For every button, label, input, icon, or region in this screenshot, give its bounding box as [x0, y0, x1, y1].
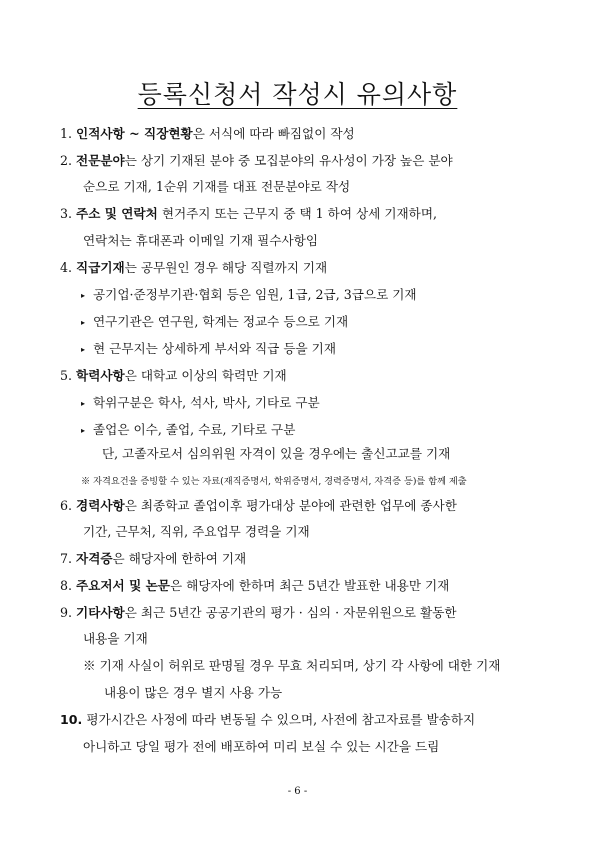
triangle-bullet-icon: ▸ — [81, 399, 86, 408]
triangle-bullet-icon: ▸ — [81, 345, 86, 354]
item-9-note-line-1: ※ 기재 사실이 허위로 판명될 경우 무효 처리되며, 상기 각 사항에 대한 기재 — [83, 658, 501, 673]
item-10-continuation: 아니하고 당일 평가 전에 배포하여 미리 보실 수 있는 시간을 드림 — [83, 739, 440, 754]
page-number: - 6 - — [287, 786, 308, 797]
item-5-note: ※ 자격요건을 증빙할 수 있는 자료(재직증명서, 학위증명서, 경력증명서, 자격증 등)를 함께 제출 — [81, 476, 467, 487]
item-3-continuation: 연락처는 휴대폰과 이메일 기재 필수사항임 — [83, 233, 318, 248]
item-4-sub-2: ▸ 연구기관은 연구원, 학계는 정교수 등으로 기재 — [81, 313, 348, 332]
item-7: 7. 자격증은 해당자에 한하여 기재 — [60, 551, 247, 566]
item-2-heading: 전문분야 — [76, 153, 125, 168]
item-5-sub-1: ▸ 학위구분은 학사, 석사, 박사, 기타로 구분 — [81, 394, 320, 413]
item-9-continuation: 내용을 기재 — [83, 631, 148, 646]
triangle-bullet-icon: ▸ — [81, 426, 86, 435]
item-4-heading: 직급기재 — [76, 260, 125, 275]
item-7-heading: 자격증 — [76, 551, 113, 566]
item-4-sub-3: ▸ 현 근무지는 상세하게 부서와 직급 등을 기재 — [81, 340, 336, 359]
item-4-sub-1: ▸ 공기업·준정부기관·협회 등은 임원, 1급, 2급, 3급으로 기재 — [81, 286, 417, 305]
item-8: 8. 주요저서 및 논문은 해당자에 한하며 최근 5년간 발표한 내용만 기재 — [60, 578, 450, 593]
item-5-heading: 학력사항 — [76, 368, 125, 383]
item-9: 9. 기타사항은 최근 5년간 공공기관의 평가 · 심의 · 자문위원으로 활동한 — [60, 605, 457, 620]
triangle-bullet-icon: ▸ — [81, 291, 86, 300]
item-6: 6. 경력사항은 최종학교 졸업이후 평가대상 분야에 관련한 업무에 종사한 — [60, 498, 457, 513]
page-title: 등록신청서 작성시 유의사항 — [137, 80, 458, 109]
item-5-sub-continuation: 단, 고졸자로서 심의위원 자격이 있을 경우에는 출신고교를 기재 — [102, 446, 451, 461]
item-8-heading: 주요저서 및 논문 — [76, 578, 170, 593]
item-5: 5. 학력사항은 대학교 이상의 학력만 기재 — [60, 368, 287, 383]
item-1-heading: 인적사항 ~ 직장현황 — [76, 126, 193, 141]
item-9-heading: 기타사항 — [76, 605, 125, 620]
item-9-note-line-2: 내용이 많은 경우 별지 사용 가능 — [104, 685, 283, 700]
item-3: 3. 주소 및 연락처 현거주지 또는 근무지 중 택 1 하여 상세 기재하며, — [60, 206, 438, 221]
item-2: 2. 전문분야는 상기 기재된 분야 중 모집분야의 유사성이 가장 높은 분야 — [60, 153, 453, 168]
item-6-continuation: 기간, 근무처, 직위, 주요업무 경력을 기재 — [83, 524, 310, 539]
triangle-bullet-icon: ▸ — [81, 318, 86, 327]
item-4: 4. 직급기재는 공무원인 경우 해당 직렬까지 기재 — [60, 260, 328, 275]
item-1: 1. 인적사항 ~ 직장현황은 서식에 따라 빠짐없이 작성 — [60, 126, 355, 141]
item-10: 10. 평가시간은 사정에 따라 변동될 수 있으며, 사전에 참고자료를 발송하지 — [60, 712, 476, 727]
item-2-continuation: 순으로 기재, 1순위 기재를 대표 전문분야로 작성 — [83, 179, 351, 194]
item-6-heading: 경력사항 — [76, 498, 125, 513]
item-3-heading: 주소 및 연락처 — [76, 206, 158, 221]
item-5-sub-2: ▸ 졸업은 이수, 졸업, 수료, 기타로 구분 — [81, 421, 295, 440]
